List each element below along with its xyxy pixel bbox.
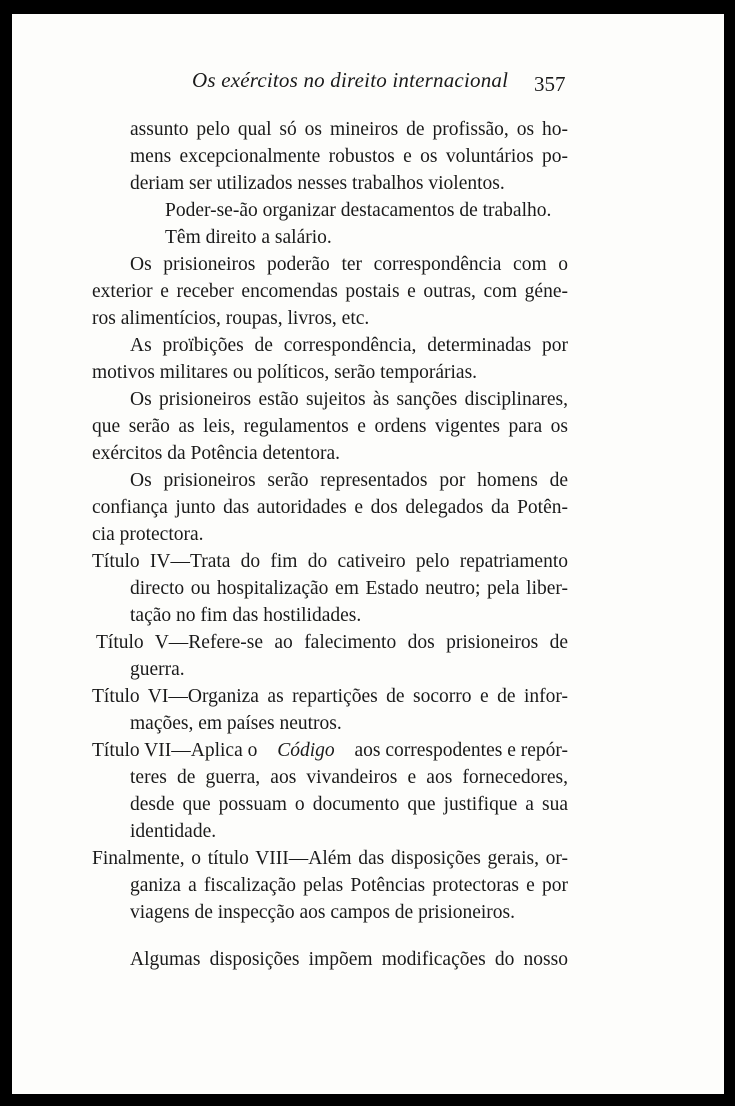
text-line: mens excepcionalmente robustos e os voluntários po-: [130, 146, 568, 167]
running-title: Os exércitos no direito internacional: [192, 68, 509, 92]
text-line: identidade.: [130, 821, 217, 842]
text-line: Título IV—Trata do fim do cativeiro pelo repatriamento: [92, 551, 568, 572]
line-segment: Título VII—Aplica o: [92, 740, 258, 761]
text-line: que serão as leis, regulamentos e ordens vigentes para os: [92, 416, 568, 437]
text-line: ganiza a fiscalização pelas Potências protectoras e por: [130, 875, 568, 896]
text-line: teres de guerra, aos vivandeiros e aos fornecedores,: [130, 767, 568, 788]
page-header: [12, 68, 724, 108]
text-line: Têm direito a salário.: [165, 227, 332, 248]
text-line: Os prisioneiros serão representados por homens de: [130, 470, 568, 491]
text-line: viagens de inspecção aos campos de prisioneiros.: [130, 902, 516, 923]
text-line: desde que possuam o documento que justifique a sua: [130, 794, 568, 815]
text-line: guerra.: [130, 659, 185, 680]
text-line: Título VI—Organiza as repartições de socorro e de infor-: [92, 686, 568, 707]
text-line: Poder-se-ão organizar destacamentos de trabalho.: [165, 200, 552, 221]
text-line: tação no fim das hostilidades.: [130, 605, 362, 626]
line-segment: aos correspodentes e repór-: [354, 740, 568, 761]
text-line: mações, em países neutros.: [130, 713, 342, 734]
text-line: motivos militares ou políticos, serão temporárias.: [92, 362, 478, 383]
text-line: confiança junto das autoridades e dos delegados da Potên-: [92, 497, 568, 518]
text-line: Título V—Refere-se ao falecimento dos prisioneiros de: [96, 632, 568, 653]
text-line: Os prisioneiros estão sujeitos às sanções disciplinares,: [130, 389, 568, 410]
text-line: Finalmente, o título VIII—Além das disposições gerais, or-: [92, 848, 568, 869]
text-line: Os prisioneiros poderão ter correspondência com o: [130, 254, 568, 275]
book-page: [12, 14, 724, 1094]
text-line: exterior e receber encomendas postais e outras, com géne-: [92, 281, 568, 302]
italic-citation: Código: [277, 740, 335, 761]
text-line: As proïbições de correspondência, determinadas por: [130, 335, 568, 356]
text-line: ros alimentícios, roupas, livros, etc.: [92, 308, 370, 329]
text-line: [92, 737, 568, 764]
text-line: directo ou hospitalização em Estado neutro; pela liber-: [130, 578, 568, 599]
text-line: deriam ser utilizados nesses trabalhos violentos.: [130, 173, 505, 194]
text-line: Algumas disposições impõem modificações do nosso: [130, 949, 568, 970]
text-line: exércitos da Potência detentora.: [92, 443, 340, 464]
page-number: 357: [534, 72, 566, 96]
text-line: cia protectora.: [92, 524, 204, 545]
text-line: assunto pelo qual só os mineiros de profissão, os ho-: [130, 119, 568, 140]
